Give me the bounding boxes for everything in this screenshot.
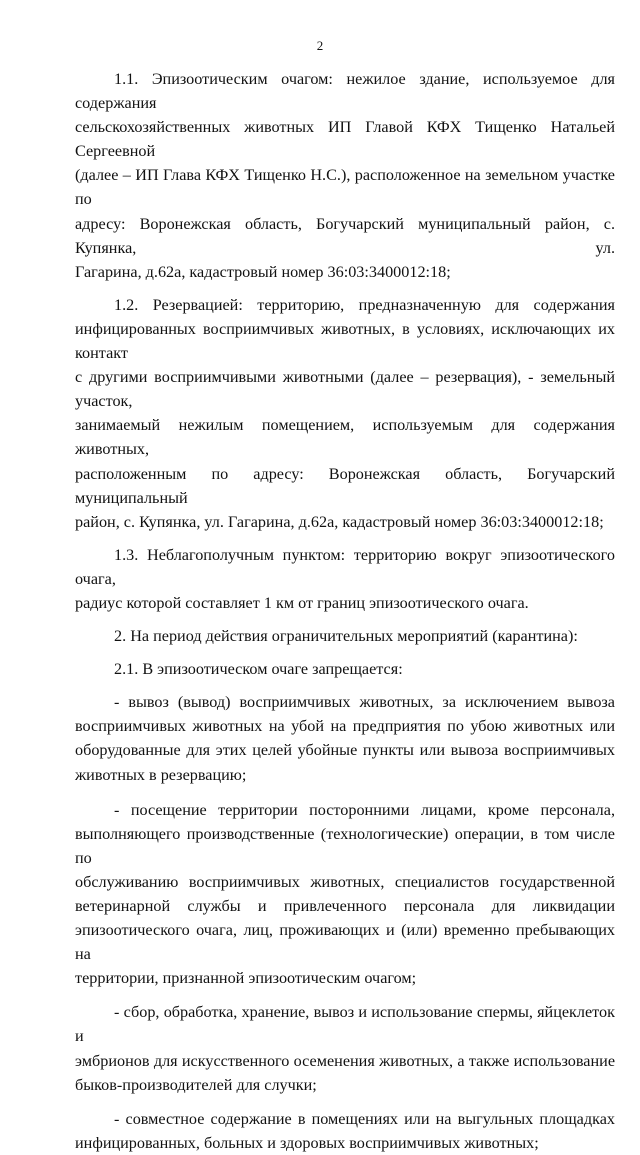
text-line: 2.1. В эпизоотическом очаге запрещается: bbox=[114, 660, 403, 679]
text-line: 1.2. Резервацией: территорию, предназначенную для содержания bbox=[114, 295, 615, 314]
text-line: инфицированных, больных и здоровых восприимчивых животных; bbox=[75, 1133, 539, 1152]
text-line: адресу: Воронежская область, Богучарский муниципальный район, с. Купянка, ул. bbox=[75, 214, 615, 257]
text-line: - совместное содержание в помещениях или на выгульных площадках bbox=[114, 1109, 615, 1128]
text-line: - сбор, обработка, хранение, вывоз и использование спермы, яйцеклеток и bbox=[75, 1003, 615, 1046]
bullet-1 bbox=[75, 690, 615, 786]
text-line: - посещение территории посторонними лицами, кроме персонала, bbox=[114, 800, 615, 819]
text-line: расположенным по адресу: Воронежская область, Богучарский муниципальный bbox=[75, 464, 615, 507]
text-line: с другими восприимчивыми животными (далее – резервация), - земельный участок, bbox=[75, 368, 615, 411]
paragraph-2 bbox=[75, 624, 615, 648]
text-line: эмбрионов для искусственного осеменения животных, а также использование bbox=[75, 1051, 615, 1070]
text-line: ветеринарной службы и привлеченного персонала для ликвидации bbox=[75, 897, 615, 915]
text-line: радиус которой составляет 1 км от границ эпизоотического очага. bbox=[75, 593, 529, 612]
text-line: территории, признанной эпизоотическим очагом; bbox=[75, 969, 417, 988]
text-line: оборудованные для этих целей убойные пункты или вывоза восприимчивых bbox=[75, 741, 615, 760]
paragraph-1-1 bbox=[75, 67, 615, 284]
text-line: (далее – ИП Глава КФХ Тищенко Н.С.), расположенное на земельном участке по bbox=[75, 166, 615, 209]
text-line: 1.3. Неблагополучным пунктом: территорию вокруг эпизоотического очага, bbox=[75, 545, 615, 588]
text-line: инфицированных восприимчивых животных, в условиях, исключающих их контакт bbox=[75, 319, 615, 363]
text-line: 1.1. Эпизоотическим очагом: нежилое здание, используемое для содержания bbox=[75, 70, 615, 113]
text-line: занимаемый нежилым помещением, используемым для содержания животных, bbox=[75, 416, 615, 459]
text-line: животных в резервацию; bbox=[75, 765, 247, 784]
paragraph-2-1 bbox=[75, 657, 615, 681]
paragraph-1-3 bbox=[75, 543, 615, 615]
text-line: обслуживанию восприимчивых животных, специалистов государственной bbox=[75, 872, 615, 891]
bullet-2 bbox=[75, 798, 615, 991]
document-body bbox=[75, 67, 615, 1155]
text-line: выполняющего производственные (технологические) операции, в том числе по bbox=[75, 824, 615, 867]
text-line: восприимчивых животных на убой на предприятия по убою животных или bbox=[75, 717, 615, 736]
page-number: 2 bbox=[316, 38, 324, 53]
text-line: 2. На период действия ограничительных мероприятий (карантина): bbox=[114, 627, 578, 646]
text-line: - вывоз (вывод) восприимчивых животных, за исключением вывоза bbox=[114, 693, 615, 712]
text-line: быков-производителей для случки; bbox=[75, 1075, 317, 1094]
text-line: эпизоотического очага, лиц, проживающих и (или) временно пребывающих на bbox=[75, 921, 615, 964]
bullet-3 bbox=[75, 1000, 615, 1096]
text-line: Гагарина, д.62а, кадастровый номер 36:03:3400012:18; bbox=[75, 262, 451, 281]
text-line: сельскохозяйственных животных ИП Главой КФХ Тищенко Натальей Сергеевной bbox=[75, 118, 615, 161]
text-line: район, с. Купянка, ул. Гагарина, д.62а, кадастровый номер 36:03:3400012:18; bbox=[75, 512, 604, 531]
paragraph-1-2 bbox=[75, 293, 615, 534]
bullet-4 bbox=[75, 1107, 615, 1155]
